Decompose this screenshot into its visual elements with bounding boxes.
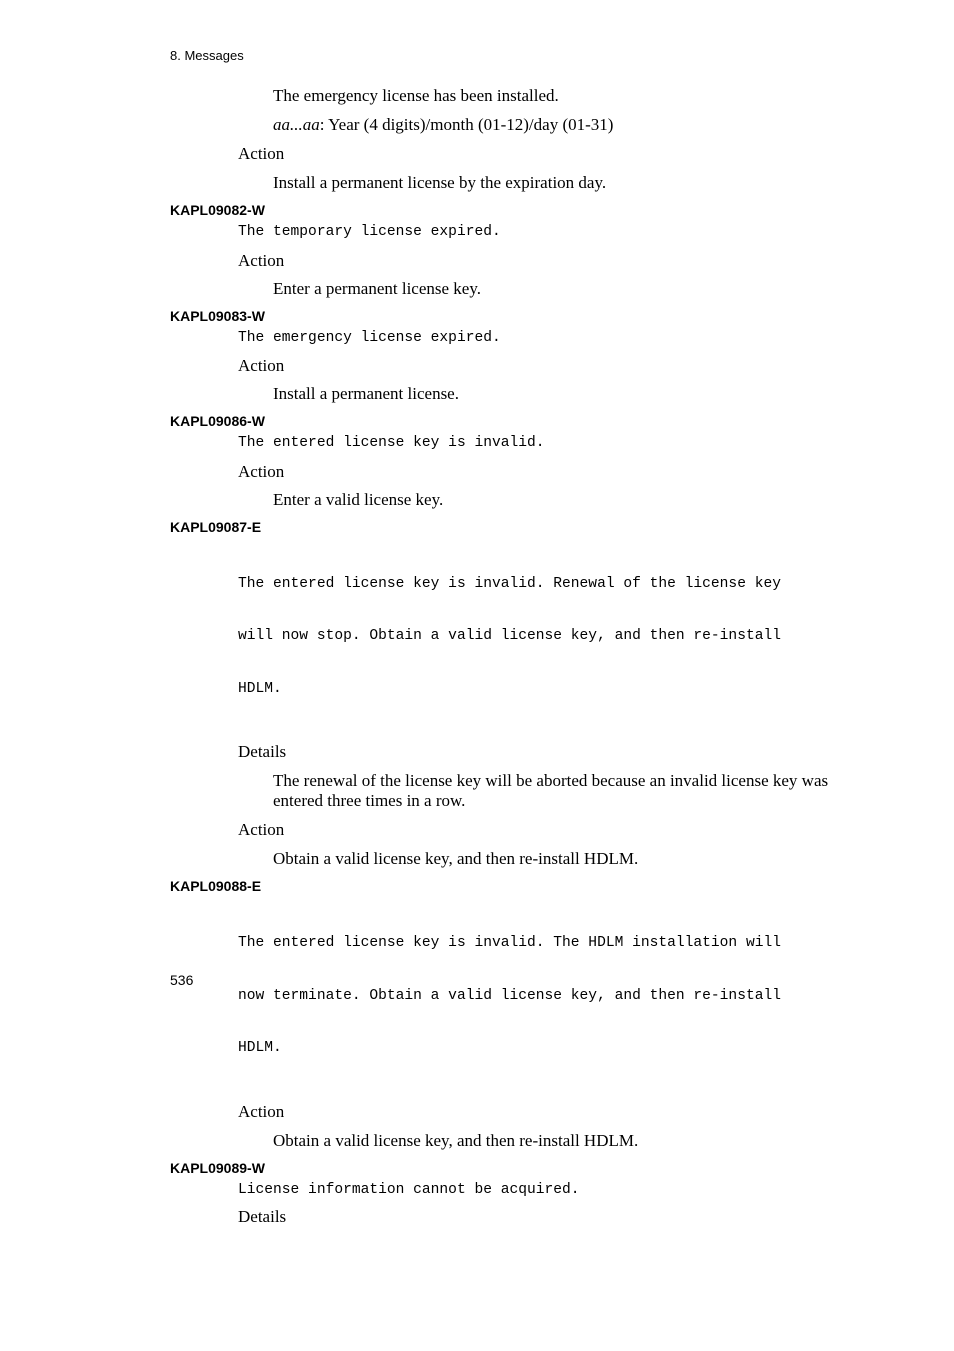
action-label: Action	[238, 250, 285, 270]
intro-line: The emergency license has been installed.	[273, 86, 559, 105]
message-text	[170, 541, 850, 734]
message-id: KAPL09088-E	[170, 878, 262, 894]
message-id: KAPL09086-W	[170, 413, 265, 429]
action-text: Install a permanent license.	[273, 384, 459, 403]
details-label: Details	[238, 742, 287, 761]
message-id: KAPL09083-W	[170, 307, 265, 324]
message-id: KAPL09082-W	[170, 202, 265, 218]
message-text-line: now terminate. Obtain a valid license key, and then re-install	[238, 987, 781, 1004]
action-text: Enter a valid license key.	[273, 489, 444, 509]
details-line: entered three times in a row.	[273, 791, 466, 810]
variable-definition	[170, 115, 850, 135]
message-text-line: will now stop. Obtain a valid license key, and then re-install	[238, 628, 781, 644]
message-text: License information cannot be acquired.	[238, 1181, 580, 1198]
action-text: Obtain a valid license key, and then re-install HDLM.	[273, 1130, 639, 1150]
message-id: KAPL09089-W	[170, 1159, 265, 1176]
action-label: Action	[238, 144, 285, 163]
details-label: Details	[238, 1207, 287, 1226]
message-list	[170, 86, 850, 1227]
details-text	[170, 771, 850, 811]
message-id: KAPL09087-E	[170, 518, 262, 535]
message-text-line: The entered license key is invalid. Renewal of the license key	[238, 575, 781, 592]
variable-description: : Year (4 digits)/month (01-12)/day (01-31)	[319, 115, 614, 134]
action-text: Enter a permanent license key.	[273, 278, 481, 298]
message-text-line: HDLM.	[238, 1040, 282, 1056]
page-number: 536	[170, 972, 194, 988]
message-text-line: HDLM.	[238, 680, 282, 697]
details-line: The renewal of the license key will be aborted because an invalid license key was	[273, 771, 829, 790]
message-text-line: The entered license key is invalid. The HDLM installation will	[238, 935, 781, 951]
action-label: Action	[238, 820, 285, 839]
message-text	[170, 900, 850, 1093]
action-label: Action	[238, 1101, 285, 1121]
variable-name: aa...aa	[273, 115, 320, 134]
message-text: The temporary license expired.	[238, 224, 501, 240]
message-text: The entered license key is invalid.	[238, 435, 545, 451]
action-label: Action	[238, 356, 285, 375]
message-text: The emergency license expired.	[238, 329, 501, 346]
running-header: 8. Messages	[170, 48, 244, 63]
action-text: Obtain a valid license key, and then re-install HDLM.	[273, 849, 639, 868]
action-label: Action	[238, 461, 285, 481]
action-text: Install a permanent license by the expiration day.	[273, 173, 607, 192]
